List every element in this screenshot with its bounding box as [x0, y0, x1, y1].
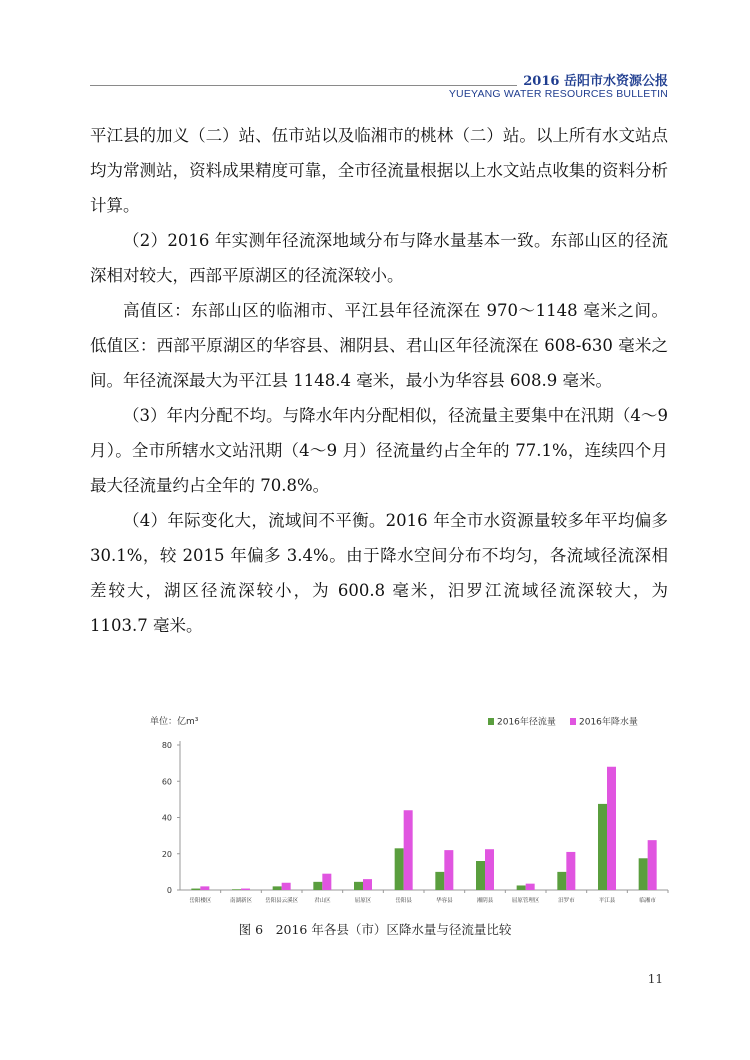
- bar-precip: [241, 889, 250, 890]
- bar-runoff: [598, 804, 607, 890]
- page-number: 11: [647, 972, 663, 986]
- legend-swatch: [570, 718, 576, 725]
- bar-precip: [607, 767, 616, 890]
- y-tick-label: 20: [161, 849, 172, 859]
- bar-runoff: [273, 886, 282, 890]
- legend-label: 2016年径流量: [497, 717, 556, 728]
- x-tick-label: 湘阴县: [476, 898, 494, 904]
- paragraph-1: 平江县的加义（二）站、伍市站以及临湘市的桃林（二）站。以上所有水文站点均为常测站，资料成果精度可靠，全市径流量根据以上水文站点收集的资料分析计算。: [90, 126, 668, 215]
- x-tick-label: 屈原区: [354, 898, 372, 904]
- bar-precip: [566, 852, 575, 890]
- x-tick-label: 华容县: [436, 898, 453, 904]
- header-subtitle: YUEYANG WATER RESOURCES BULLETIN: [448, 88, 668, 100]
- paragraph-5: （4）年际变化大，流域间不平衡。2016 年全市水资源量较多年平均偏多 30.1%，较 2015 年偏多 3.4%。由于降水空间分布不均匀，各流域径流深相差较大，湖区径流深较小，为 600.8 毫米，汨罗江流域径流深较大，为 1103.7 毫米。: [90, 511, 668, 635]
- x-tick-label: 汨罗市: [558, 898, 575, 904]
- y-unit-label: 单位：亿m³: [150, 717, 199, 727]
- bar-precip: [282, 883, 291, 890]
- bar-runoff: [639, 858, 648, 890]
- x-tick-label: 临湘市: [639, 898, 656, 904]
- bar-runoff: [476, 861, 485, 890]
- bar-precip: [485, 849, 494, 890]
- bar-runoff: [395, 848, 404, 890]
- y-tick-label: 40: [161, 813, 172, 823]
- bar-runoff: [557, 872, 566, 890]
- bar-precip: [526, 884, 535, 890]
- y-tick-label: 0: [166, 886, 172, 895]
- bar-runoff: [354, 882, 363, 890]
- header-year: 2016: [523, 74, 560, 89]
- paragraph-3: 高值区：东部山区的临湘市、平江县年径流深在 970～1148 毫米之间。低值区：西部平原湖区的华容县、湘阴县、君山区年径流深在 608-630 毫米之间。年径流深最大为平江县 1148.4 毫米，最小为华容县 608.9 毫米。: [90, 301, 668, 390]
- x-tick-label: 南湖新区: [229, 898, 253, 904]
- paragraph-2: （2）2016 年实测年径流深地域分布与降水量基本一致。东部山区的径流深相对较大，西部平原湖区的径流深较小。: [90, 231, 668, 285]
- paragraph-4: （3）年内分配不均。与降水年内分配相似，径流量主要集中在汛期（4～9 月）。全市所辖水文站汛期（4～9 月）径流量约占全年的 77.1%，连续四个月最大径流量约占全年的 70.8%。: [90, 406, 668, 495]
- x-tick-label: 屈原管理区: [511, 898, 540, 904]
- bar-precip: [200, 886, 209, 890]
- x-tick-label: 平江县: [598, 898, 616, 904]
- bar-precip: [444, 850, 453, 890]
- bar-precip: [322, 874, 331, 890]
- y-tick-label: 80: [161, 741, 172, 750]
- bar-runoff: [232, 889, 241, 890]
- x-tick-label: 君山区: [314, 898, 331, 904]
- figure-caption: 图 6 2016 年各县（市）区降水量与径流量比较: [238, 922, 512, 937]
- bar-runoff: [191, 889, 200, 890]
- bar-precip: [404, 810, 413, 890]
- bar-runoff: [313, 882, 322, 890]
- header-title-text: 岳阳市水资源公报: [563, 74, 668, 89]
- x-tick-label: 岳阳县: [395, 898, 412, 904]
- x-tick-label: 岳阳楼区: [189, 898, 212, 904]
- x-tick-label: 岳阳县云溪区: [265, 898, 299, 904]
- bar-precip: [648, 840, 657, 890]
- legend-label: 2016年降水量: [579, 717, 638, 728]
- bar-chart: [148, 710, 678, 920]
- bar-precip: [363, 879, 372, 890]
- legend-swatch: [488, 718, 494, 725]
- chart-svg: [148, 710, 678, 920]
- header-title: [517, 70, 668, 89]
- bar-runoff: [517, 885, 526, 890]
- y-tick-label: 60: [161, 777, 172, 787]
- bar-runoff: [435, 872, 444, 890]
- body-text: [90, 118, 668, 643]
